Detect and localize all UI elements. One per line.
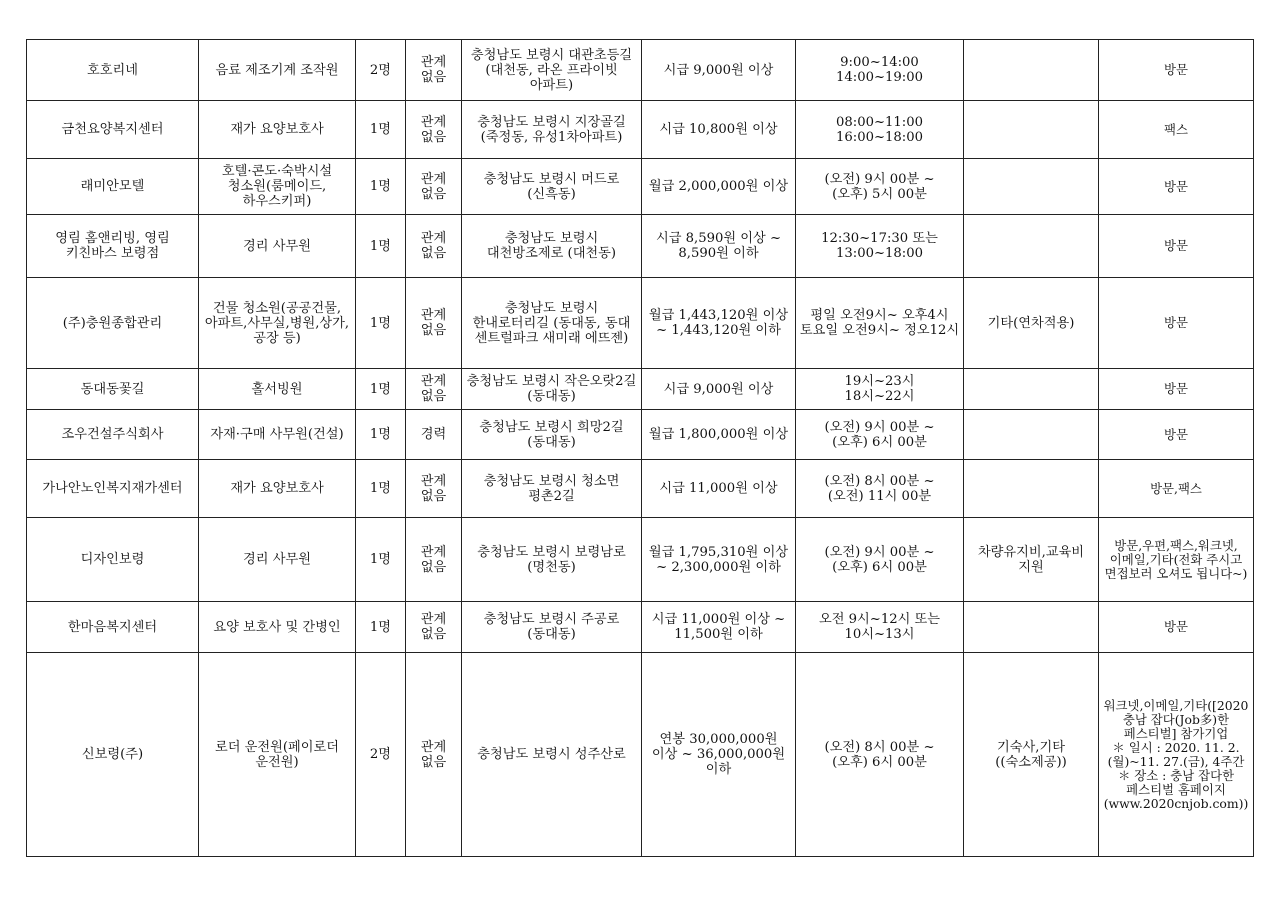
- headcount-cell: [356, 101, 406, 159]
- work-hours-cell: [796, 40, 964, 101]
- job-title-cell-text: 경리 사무원: [243, 238, 311, 254]
- company-cell: [27, 101, 199, 159]
- location-cell-text: 충청남도 보령시 머드로 (신흑동): [483, 171, 620, 202]
- job-title-cell: [199, 602, 356, 653]
- benefits-cell: [964, 369, 1099, 410]
- location-cell-text: 충청남도 보령시 대천방조제로 (대천동): [486, 231, 617, 261]
- headcount-cell: [356, 653, 406, 857]
- experience-cell-text: 관계 없음: [420, 114, 447, 145]
- location-cell: [462, 40, 642, 101]
- job-title-cell-text: 로더 운전원(페이로더 운전원): [215, 739, 339, 770]
- location-cell: [462, 278, 642, 369]
- application-method-cell: [1099, 602, 1254, 653]
- benefits-cell: [964, 40, 1099, 101]
- company-cell-text: 금천요양복지센터: [61, 122, 164, 137]
- work-hours-cell-text: 08:00~11:00 16:00~18:00: [835, 114, 924, 145]
- company-cell-text: 디자인보령: [80, 552, 145, 567]
- wage-cell: [642, 653, 796, 857]
- headcount-cell: [356, 278, 406, 369]
- application-method-cell: [1099, 369, 1254, 410]
- work-hours-cell-text: 9:00~14:00 14:00~19:00: [835, 55, 924, 85]
- application-method-cell-text: 방문: [1164, 381, 1188, 396]
- location-cell-text: 충청남도 보령시 작은오랏2길 (동대동): [466, 374, 637, 404]
- experience-cell: [406, 410, 462, 460]
- location-cell-text: 충청남도 보령시 성주산로: [477, 747, 626, 762]
- job-title-cell-text: 재가 요양보호사: [230, 122, 324, 137]
- company-cell: [27, 602, 199, 653]
- wage-cell-text: 시급 11,000원 이상: [659, 481, 778, 496]
- experience-cell: [406, 278, 462, 369]
- experience-cell: [406, 159, 462, 215]
- company-cell: [27, 518, 199, 602]
- benefits-cell: [964, 460, 1099, 518]
- experience-cell: [406, 460, 462, 518]
- experience-cell: [406, 101, 462, 159]
- job-title-cell-text: 호텔·콘도·숙박시설 청소원(룸메이드,하우스키퍼): [221, 164, 333, 209]
- application-method-cell: [1099, 40, 1254, 101]
- company-cell-text: (주)충원종합관리: [62, 315, 163, 331]
- work-hours-cell-text: (오전) 8시 00분 ~ (오후) 6시 00분: [824, 739, 935, 770]
- company-cell-text: 한마음복지센터: [67, 619, 158, 635]
- headcount-cell-text: 1명: [369, 122, 392, 137]
- wage-cell: [642, 410, 796, 460]
- company-cell-text: 영림 홈앤리빙, 영림 키친바스 보령점: [55, 231, 170, 261]
- job-listing-table: [26, 39, 1254, 857]
- experience-cell-text: 관계 없음: [420, 55, 447, 85]
- application-method-cell: [1099, 101, 1254, 159]
- company-cell: [27, 369, 199, 410]
- work-hours-cell-text: 평일 오전9시~ 오후4시 토요일 오전9시~ 정오12시: [799, 308, 960, 338]
- experience-cell-text: 관계 없음: [420, 612, 447, 642]
- company-cell-text: 가나안노인복지재가센터: [42, 481, 183, 496]
- job-title-cell: [199, 653, 356, 857]
- headcount-cell: [356, 518, 406, 602]
- work-hours-cell: [796, 653, 964, 857]
- location-cell-text: 충청남도 보령시 대관초등길 (대천동, 라온 프라이빗 아파트): [470, 47, 633, 93]
- location-cell-text: 충청남도 보령시 희망2길 (동대동): [479, 419, 624, 450]
- location-cell: [462, 101, 642, 159]
- benefits-cell: [964, 215, 1099, 278]
- headcount-cell-text: 1명: [369, 552, 392, 567]
- job-title-cell-text: 홀서빙원: [251, 381, 303, 397]
- wage-cell-text: 시급 9,000원 이상: [663, 62, 774, 78]
- table-row: [27, 101, 1254, 159]
- wage-cell-text: 월급 1,800,000원 이상: [648, 427, 789, 442]
- company-cell-text: 호호리네: [87, 62, 138, 78]
- company-cell: [27, 460, 199, 518]
- headcount-cell-text: 1명: [369, 179, 392, 194]
- location-cell-text: 충청남도 보령시 보령남로 (명천동): [477, 544, 626, 575]
- headcount-cell-text: 1명: [369, 427, 392, 442]
- wage-cell: [642, 518, 796, 602]
- application-method-cell: [1099, 518, 1254, 602]
- headcount-cell: [356, 215, 406, 278]
- experience-cell: [406, 40, 462, 101]
- application-method-cell-text: 팩스: [1164, 121, 1188, 137]
- experience-cell: [406, 653, 462, 857]
- headcount-cell: [356, 410, 406, 460]
- company-cell: [27, 410, 199, 460]
- location-cell: [462, 602, 642, 653]
- application-method-cell: [1099, 410, 1254, 460]
- experience-cell: [406, 602, 462, 653]
- experience-cell-text: 관계 없음: [420, 231, 447, 261]
- company-cell: [27, 40, 199, 101]
- application-method-cell-text: 방문: [1164, 62, 1188, 77]
- application-method-cell-text: 방문: [1164, 178, 1188, 194]
- wage-cell: [642, 159, 796, 215]
- wage-cell: [642, 101, 796, 159]
- headcount-cell-text: 1명: [369, 481, 392, 496]
- company-cell: [27, 278, 199, 369]
- company-cell: [27, 159, 199, 215]
- location-cell: [462, 518, 642, 602]
- company-cell: [27, 653, 199, 857]
- application-method-cell-text: 방문: [1164, 426, 1188, 442]
- headcount-cell: [356, 40, 406, 101]
- work-hours-cell-text: (오전) 9시 00분 ~ (오후) 6시 00분: [824, 544, 935, 575]
- wage-cell-text: 시급 8,590원 이상 ~ 8,590원 이하: [655, 231, 782, 261]
- table-row: [27, 460, 1254, 518]
- table-row: [27, 602, 1254, 653]
- headcount-cell-text: 1명: [369, 238, 392, 254]
- experience-cell: [406, 215, 462, 278]
- headcount-cell-text: 1명: [369, 381, 392, 397]
- benefits-cell-text: 기타(연차적용): [987, 315, 1075, 331]
- job-title-cell: [199, 410, 356, 460]
- location-cell: [462, 653, 642, 857]
- location-cell-text: 충청남도 보령시 지장골길 (죽정동, 유성1차아파트): [477, 114, 626, 145]
- job-title-cell-text: 요양 보호사 및 간병인: [213, 619, 341, 635]
- experience-cell-text: 경력: [420, 427, 447, 442]
- location-cell-text: 충청남도 보령시 주공로 (동대동): [483, 612, 620, 642]
- benefits-cell: [964, 602, 1099, 653]
- wage-cell-text: 시급 9,000원 이상: [663, 381, 774, 397]
- headcount-cell-text: 2명: [369, 747, 392, 762]
- wage-cell-text: 연봉 30,000,000원 이상 ~ 36,000,000원 이하: [651, 732, 786, 777]
- wage-cell: [642, 369, 796, 410]
- wage-cell-text: 시급 10,800원 이상: [659, 122, 778, 137]
- benefits-cell: [964, 159, 1099, 215]
- benefits-cell: [964, 653, 1099, 857]
- wage-cell-text: 월급 2,000,000원 이상: [648, 179, 789, 194]
- location-cell: [462, 159, 642, 215]
- work-hours-cell: [796, 602, 964, 653]
- table-row: [27, 369, 1254, 410]
- work-hours-cell-text: (오전) 9시 00분 ~ (오후) 5시 00분: [824, 171, 935, 202]
- application-method-cell: [1099, 460, 1254, 518]
- table-row: [27, 40, 1254, 101]
- benefits-cell: [964, 518, 1099, 602]
- work-hours-cell: [796, 369, 964, 410]
- work-hours-cell: [796, 410, 964, 460]
- application-method-cell-text: 방문: [1164, 315, 1188, 330]
- headcount-cell: [356, 369, 406, 410]
- work-hours-cell-text: 19시~23시 18시~22시: [844, 374, 915, 404]
- company-cell: [27, 215, 199, 278]
- wage-cell-text: 시급 11,000원 이상 ~ 11,500원 이하: [651, 612, 786, 642]
- headcount-cell: [356, 602, 406, 653]
- application-method-cell-text: 방문: [1164, 238, 1188, 253]
- work-hours-cell: [796, 518, 964, 602]
- headcount-cell-text: 1명: [369, 619, 392, 635]
- application-method-cell-text: 방문,팩스: [1150, 480, 1202, 496]
- company-cell-text: 동대동꽃길: [80, 381, 145, 397]
- wage-cell: [642, 278, 796, 369]
- wage-cell: [642, 602, 796, 653]
- application-method-cell: [1099, 653, 1254, 857]
- work-hours-cell-text: (오전) 8시 00분 ~ (오전) 11시 00분: [824, 473, 935, 504]
- location-cell: [462, 215, 642, 278]
- experience-cell-text: 관계 없음: [420, 374, 447, 404]
- experience-cell-text: 관계 없음: [420, 171, 447, 202]
- job-title-cell-text: 음료 제조기계 조작원: [215, 62, 339, 78]
- headcount-cell-text: 2명: [369, 62, 392, 78]
- wage-cell-text: 월급 1,795,310원 이상 ~ 2,300,000원 이하: [648, 544, 789, 575]
- work-hours-cell-text: 오전 9시~12시 또는 10시~13시: [818, 612, 941, 642]
- application-method-cell-text: 방문,우편,팩스,워크넷,이메일,기타(전화 주시고 면접보러 오셔도 됩니다~): [1104, 537, 1248, 581]
- work-hours-cell: [796, 460, 964, 518]
- job-title-cell: [199, 40, 356, 101]
- location-cell-text: 충청남도 보령시 한내로터리길 (동대동, 동대 센트럴파크 새미래 에뜨젠): [472, 300, 631, 346]
- benefits-cell: [964, 101, 1099, 159]
- job-title-cell: [199, 159, 356, 215]
- benefits-cell-text: 기숙사,기타((숙소제공)): [995, 739, 1067, 770]
- wage-cell: [642, 460, 796, 518]
- location-cell: [462, 410, 642, 460]
- headcount-cell: [356, 460, 406, 518]
- experience-cell: [406, 518, 462, 602]
- job-title-cell-text: 경리 사무원: [243, 552, 311, 567]
- benefits-cell: [964, 278, 1099, 369]
- work-hours-cell: [796, 215, 964, 278]
- company-cell-text: 신보령(주): [81, 747, 144, 762]
- job-title-cell: [199, 215, 356, 278]
- headcount-cell-text: 1명: [369, 315, 392, 331]
- job-title-cell: [199, 460, 356, 518]
- job-title-cell: [199, 278, 356, 369]
- work-hours-cell: [796, 278, 964, 369]
- wage-cell: [642, 215, 796, 278]
- headcount-cell: [356, 159, 406, 215]
- table-row: [27, 278, 1254, 369]
- job-title-cell-text: 자재·구매 사무원(건설): [210, 427, 344, 442]
- table-row: [27, 159, 1254, 215]
- company-cell-text: 래미안모텔: [80, 179, 145, 194]
- location-cell: [462, 369, 642, 410]
- experience-cell-text: 관계 없음: [420, 739, 447, 770]
- wage-cell: [642, 40, 796, 101]
- table-row: [27, 215, 1254, 278]
- application-method-cell-text: 워크넷,이메일,기타([2020 충남 잡다(Job多)한 페스티벌] 참가기업 ＊ 일시 : 2020. 11. 2.(월)~11. 27.(금), 4주간 ＊ 장소 : 충남 잡다한 페스티벌 홈페이지(www.2020cnjob.com)): [1103, 697, 1249, 811]
- work-hours-cell: [796, 101, 964, 159]
- benefits-cell: [964, 410, 1099, 460]
- benefits-cell-text: 차량유지비,교육비 지원: [977, 544, 1085, 575]
- table-row: [27, 653, 1254, 857]
- experience-cell: [406, 369, 462, 410]
- job-title-cell: [199, 518, 356, 602]
- job-title-cell: [199, 101, 356, 159]
- company-cell-text: 조우건설주식회사: [61, 427, 164, 442]
- work-hours-cell-text: 12:30~17:30 또는 13:00~18:00: [821, 231, 938, 261]
- experience-cell-text: 관계 없음: [420, 544, 447, 575]
- location-cell: [462, 460, 642, 518]
- application-method-cell: [1099, 159, 1254, 215]
- application-method-cell: [1099, 215, 1254, 278]
- experience-cell-text: 관계 없음: [420, 473, 447, 504]
- application-method-cell-text: 방문: [1164, 619, 1188, 634]
- work-hours-cell: [796, 159, 964, 215]
- table-row: [27, 518, 1254, 602]
- job-title-cell-text: 건물 청소원(공공건물,아파트,사무실,병원,상가,공장 등): [204, 300, 350, 346]
- location-cell-text: 충청남도 보령시 청소면 평촌2길: [483, 473, 620, 504]
- experience-cell-text: 관계 없음: [420, 308, 447, 338]
- job-title-cell: [199, 369, 356, 410]
- wage-cell-text: 월급 1,443,120원 이상 ~ 1,443,120원 이하: [648, 308, 789, 338]
- work-hours-cell-text: (오전) 9시 00분 ~ (오후) 6시 00분: [824, 419, 935, 450]
- table-row: [27, 410, 1254, 460]
- job-title-cell-text: 재가 요양보호사: [230, 481, 324, 496]
- application-method-cell: [1099, 278, 1254, 369]
